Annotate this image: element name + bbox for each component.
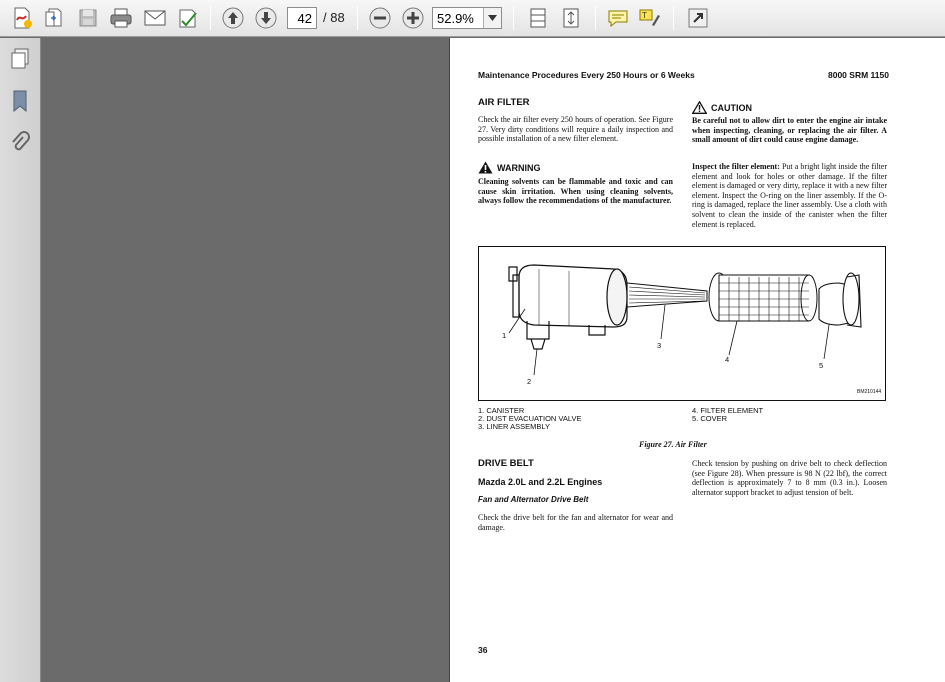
- fit-width-icon[interactable]: [524, 5, 552, 31]
- air-filter-figure: [478, 246, 886, 401]
- page-header-right: 8000 SRM 1150: [828, 70, 889, 80]
- inspect-lead: Inspect the filter element:: [692, 162, 780, 171]
- tension-paragraph: Check tension by pushing on drive belt to check deflection (see Figure 28). When pressure is 98 N (22 lbf), the correct deflection is approximately 7 to 8 mm (0.3 in.). Loosen alternator support bracket to adjust tension of belt.: [692, 459, 887, 497]
- legend-item: 4. FILTER ELEMENT: [692, 406, 764, 415]
- expand-icon[interactable]: [684, 5, 712, 31]
- legend-left: [478, 407, 678, 431]
- warning-triangle-icon: [478, 161, 493, 174]
- air-filter-illustration: [479, 247, 884, 399]
- create-pdf-icon[interactable]: [8, 5, 36, 31]
- email-icon[interactable]: [140, 5, 170, 31]
- cover-drawing: [819, 273, 861, 327]
- toolbar-divider: [673, 6, 674, 30]
- attachments-panel-icon[interactable]: [7, 130, 33, 156]
- caution-paragraph: Be careful not to allow dirt to enter the engine air intake when inspecting, cleaning, or replacing the air filter. A small amount of dirt could cause engine damage.: [692, 116, 887, 145]
- figure-callout-2: 2: [527, 377, 532, 386]
- toolbar-divider: [595, 6, 596, 30]
- toolbar-divider: [357, 6, 358, 30]
- warning-title: WARNING: [497, 162, 541, 173]
- review-comment-icon[interactable]: [173, 5, 203, 31]
- page-total-label: / 88: [323, 10, 345, 25]
- warning-paragraph: Cleaning solvents can be flammable and toxic and can cause skin irritation. When using cleaning solvents, always follow the recommendations of the manufacturer.: [478, 177, 673, 206]
- legend-right: [692, 407, 882, 423]
- warning-heading: [478, 161, 541, 174]
- fan-belt-heading: Fan and Alternator Drive Belt: [478, 495, 589, 504]
- caution-title: CAUTION: [711, 102, 752, 113]
- zoom-select[interactable]: [432, 7, 502, 29]
- comment-icon[interactable]: [604, 5, 632, 31]
- zoom-in-icon[interactable]: [399, 5, 427, 31]
- figure-callout-4: 4: [725, 355, 730, 364]
- inspect-paragraph: [692, 162, 887, 229]
- page-header-left: Maintenance Procedures Every 250 Hours or 6 Weeks: [478, 70, 695, 80]
- zoom-value-input[interactable]: [433, 8, 483, 28]
- mazda-engines-heading: Mazda 2.0L and 2.2L Engines: [478, 477, 603, 487]
- bookmarks-panel-icon[interactable]: [7, 88, 33, 114]
- legend-item: 5. COVER: [692, 414, 728, 423]
- navigation-pane: [0, 38, 41, 682]
- save-icon[interactable]: [74, 5, 102, 31]
- document-page: [449, 38, 945, 682]
- legend-item: 2. DUST EVACUATION VALVE: [478, 414, 582, 423]
- figure-callout-3: 3: [657, 341, 662, 350]
- toolbar-divider: [513, 6, 514, 30]
- combine-files-icon[interactable]: [40, 5, 68, 31]
- print-icon[interactable]: [106, 5, 136, 31]
- pages-panel-icon[interactable]: [7, 46, 33, 72]
- toolbar-divider: [210, 6, 211, 30]
- chevron-down-icon[interactable]: [483, 8, 501, 28]
- liner-drawing: [627, 283, 707, 307]
- figure-caption: Figure 27. Air Filter: [639, 440, 707, 449]
- page-number-input[interactable]: [287, 7, 317, 29]
- legend-item: 1. CANISTER: [478, 406, 525, 415]
- figure-callout-1: 1: [502, 331, 507, 340]
- air-filter-paragraph: Check the air filter every 250 hours of operation. See Figure 27. Very dirty conditions will require a daily inspection and possible installation of a new filter element.: [478, 115, 673, 144]
- zoom-out-icon[interactable]: [366, 5, 394, 31]
- figure-code: BM210144: [857, 389, 882, 395]
- filter-element-drawing: [709, 273, 817, 321]
- next-page-icon[interactable]: [252, 5, 280, 31]
- fan-belt-paragraph: Check the drive belt for the fan and alternator for wear and damage.: [478, 513, 673, 532]
- highlight-text-icon[interactable]: [636, 5, 664, 31]
- legend-item: 3. LINER ASSEMBLY: [478, 422, 550, 431]
- air-filter-heading: AIR FILTER: [478, 97, 530, 108]
- toolbar: [0, 0, 945, 37]
- canister-drawing: [509, 265, 627, 349]
- previous-page-icon[interactable]: [219, 5, 247, 31]
- caution-heading: [692, 101, 752, 114]
- page-number: 36: [478, 645, 488, 655]
- fit-page-icon[interactable]: [557, 5, 585, 31]
- drive-belt-heading: DRIVE BELT: [478, 458, 534, 469]
- figure-callout-5: 5: [819, 361, 824, 370]
- inspect-body: Put a bright light inside the filter element and look for holes or other damage. If the filter element is damaged or very dirty, replace it with a new filter element. Inspect the O-ring on the liner assembly. If the O-ring is damaged, replace the liner assembly. Use a cloth with solvent to clean the inside of the canister when the filter element is replaced.: [692, 162, 887, 229]
- caution-triangle-icon: [692, 101, 707, 114]
- svg-text:T: T: [642, 11, 647, 20]
